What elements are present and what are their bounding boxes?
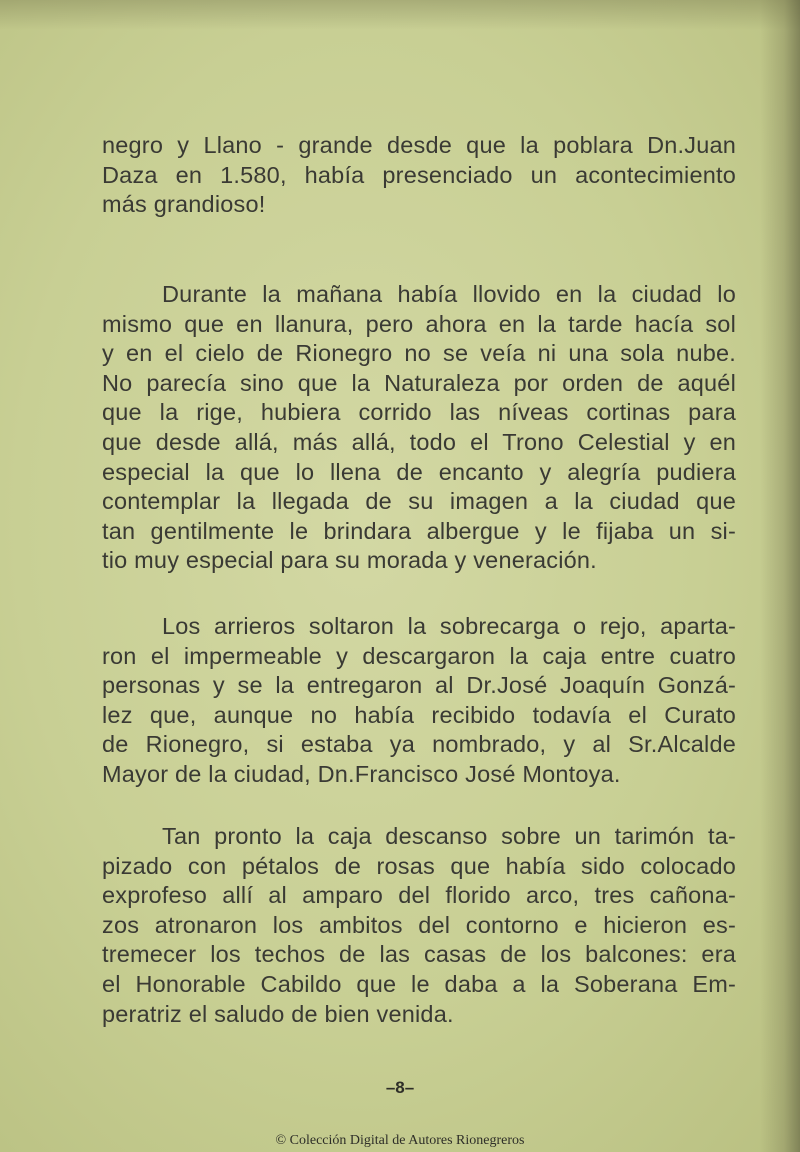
text-line: contemplar la llegada de su imagen a la ciudad que [102,488,736,515]
text-line: Los arrieros soltaron la sobrecarga o rejo, aparta- [162,613,736,639]
text-line: Durante la mañana había llovido en la ciudad lo [162,281,736,307]
page-top-shadow [0,0,800,30]
text-line: negro y Llano - grande desde que la poblara Dn.Juan [102,132,736,158]
paragraph-2 [102,280,736,576]
paragraph-3 [102,612,736,790]
text-line: pizado con pétalos de rosas que había sido colocado [102,852,736,879]
text-line: No parecía sino que la Naturaleza por orden de aquél [102,369,736,396]
text-line: que desde allá, más allá, todo el Trono Celestial y en [102,428,736,455]
text-line: y en el cielo de Rionegro no se veía ni una sola nube. [102,340,736,367]
paragraph-4 [102,822,736,1029]
text-line: ron el impermeable y descargaron la caja entre cuatro [102,642,736,669]
text-line: tremecer los techos de las casas de los balcones: era [102,941,736,968]
text-line: lez que, aunque no había recibido todavía el Curato [102,701,736,728]
text-line: de Rionegro, si estaba ya nombrado, y al Sr.Alcalde [102,731,736,758]
text-line: Daza en 1.580, había presenciado un acontecimiento [102,161,736,188]
text-line: Mayor de la ciudad, Dn.Francisco José Montoya. [102,760,621,787]
page-binding-shadow [760,0,800,1152]
text-line: Tan pronto la caja descanso sobre un tarimón ta- [162,823,736,849]
text-line: exprofeso allí al amparo del florido arco, tres cañona- [102,882,736,909]
paragraph-1 [102,131,736,220]
text-line: personas y se la entregaron al Dr.José Joaquín Gonzá- [102,672,736,699]
text-line: más grandioso! [102,191,266,218]
text-line: el Honorable Cabildo que le daba a la Soberana Em- [102,970,736,997]
text-line: zos atronaron los ambitos del contorno e hicieron es- [102,911,736,938]
text-line: tio muy especial para su morada y veneración. [102,547,597,574]
copyright-footer: © Colección Digital de Autores Rionegreros [275,1133,525,1148]
page-number: –8– [385,1078,415,1097]
text-line: tan gentilmente le brindara albergue y le fijaba un si- [102,517,736,544]
text-line: peratriz el saludo de bien venida. [102,1000,454,1027]
text-line: que la rige, hubiera corrido las níveas cortinas para [102,399,736,426]
text-line: especial la que lo llena de encanto y alegría pudiera [102,458,736,485]
text-line: mismo que en llanura, pero ahora en la tarde hacía sol [102,310,736,337]
